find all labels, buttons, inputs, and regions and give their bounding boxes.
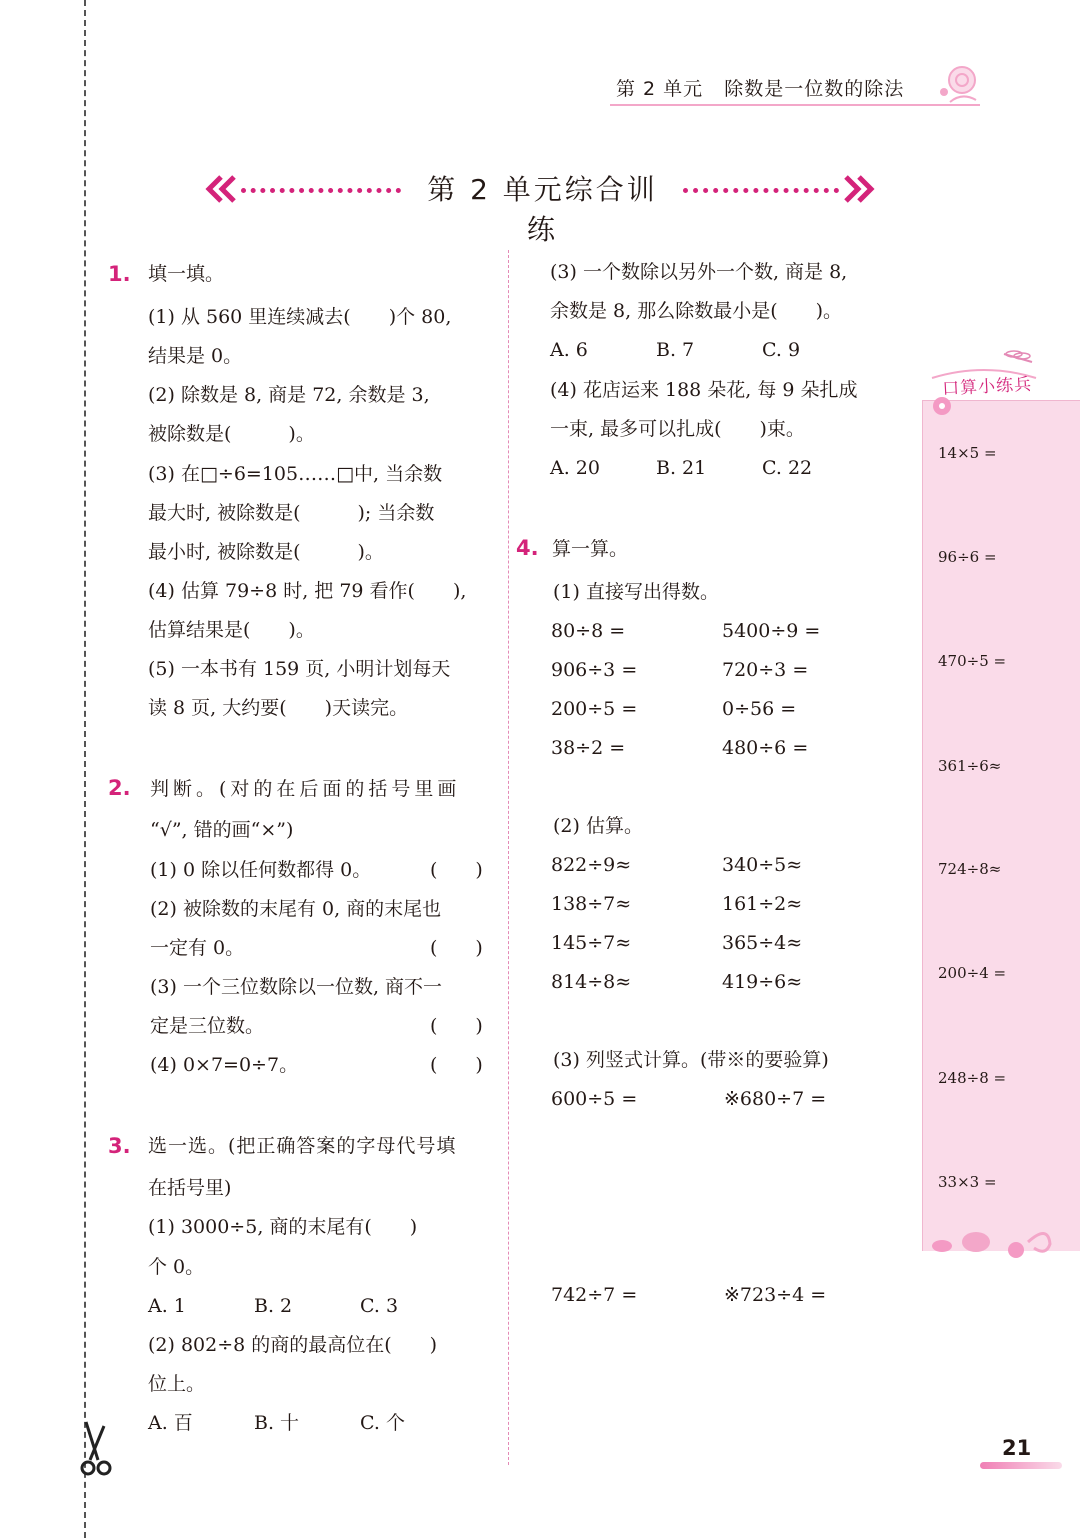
vertical-calc-item: 742÷7 =: [551, 1284, 638, 1306]
q2-item: (1) 0 除以任何数都得 0。: [150, 859, 372, 881]
estimate-item: 365÷4≈: [722, 932, 803, 954]
q1-line: 结果是 0。: [148, 345, 243, 367]
estimate-item: 822÷9≈: [551, 854, 632, 876]
sidebar-item: 248÷8 =: [938, 1069, 1007, 1087]
title-dots-right: [683, 188, 839, 193]
title-dots-left: [241, 188, 401, 193]
q4-subheading-3: (3) 列竖式计算。(带※的要验算): [553, 1049, 829, 1071]
q1-line: 被除数是( )。: [148, 423, 315, 445]
column-divider: [508, 250, 509, 1465]
option-b: B. 2: [254, 1295, 293, 1317]
header-topic: 除数是一位数的除法: [724, 78, 905, 100]
page-title: 第 2 单元综合训练: [427, 173, 658, 246]
sidebar-item: 724÷8≈: [938, 860, 1002, 878]
q3-part-3-cont: 余数是 8, 那么除数最小是( )。: [550, 300, 843, 322]
q1-line: 估算结果是( )。: [148, 619, 315, 641]
estimate-item: 340÷5≈: [722, 854, 803, 876]
option-a: A. 百: [148, 1412, 193, 1434]
calc-item: 480÷6 =: [722, 737, 809, 759]
sidebar-title: 口算小练兵: [941, 374, 1033, 400]
option-c: C. 9: [762, 339, 801, 361]
q3-part-2-cont: 位上。: [148, 1373, 206, 1395]
q3-part-1: (1) 3000÷5, 商的末尾有( ): [148, 1216, 418, 1238]
title-row: [205, 168, 875, 246]
sidebar-item: 14×5 =: [938, 444, 997, 462]
running-header: [616, 74, 904, 101]
option-a: A. 1: [148, 1295, 186, 1317]
mental-math-sidebar: [922, 400, 1080, 1251]
page-number: 21: [1002, 1436, 1032, 1460]
calc-item: 720÷3 =: [722, 659, 809, 681]
option-c: C. 3: [360, 1295, 399, 1317]
answer-bracket: ( ): [430, 1054, 483, 1076]
sidebar-item: 470÷5 =: [938, 652, 1007, 670]
question-3-heading: 选一选。(把正确答案的字母代号填: [148, 1135, 457, 1157]
q3-part-1-cont: 个 0。: [148, 1256, 205, 1278]
header-unit: 第 2 单元: [616, 78, 704, 100]
q1-line: (1) 从 560 里连续减去( )个 80,: [148, 306, 452, 328]
q1-line: 最大时, 被除数是( ); 当余数: [148, 502, 435, 524]
q2-item: (4) 0×7=0÷7。: [150, 1054, 299, 1076]
q2-item: 一定有 0。: [150, 937, 245, 959]
question-3-heading-cont: 在括号里): [148, 1177, 232, 1199]
calc-item: 5400÷9 =: [722, 620, 821, 642]
double-chevron-left-icon: [205, 174, 239, 204]
scissors-icon: [76, 1420, 120, 1480]
answer-bracket: ( ): [430, 937, 483, 959]
estimate-item: 161÷2≈: [722, 893, 803, 915]
answer-bracket: ( ): [430, 859, 483, 881]
q4-subheading-2: (2) 估算。: [553, 815, 643, 837]
sidebar-item: 361÷6≈: [938, 757, 1002, 775]
vertical-calc-item: 600÷5 =: [551, 1088, 638, 1110]
option-b: B. 7: [656, 339, 695, 361]
sidebar-item: 33×3 =: [938, 1173, 997, 1191]
option-b: B. 21: [656, 457, 707, 479]
estimate-item: 814÷8≈: [551, 971, 632, 993]
q1-line: 最小时, 被除数是( )。: [148, 541, 384, 563]
question-1-number: 1.: [108, 262, 131, 286]
question-2-heading: 判断。(对的在后面的括号里画: [150, 778, 461, 800]
option-a: A. 20: [550, 457, 600, 479]
option-c: C. 22: [762, 457, 813, 479]
answer-bracket: ( ): [430, 1015, 483, 1037]
question-4-number: 4.: [516, 536, 539, 560]
header-underline: [610, 104, 980, 106]
sidebar-item: 96÷6 =: [938, 548, 997, 566]
q2-item: 定是三位数。: [150, 1015, 265, 1037]
q1-line: 读 8 页, 大约要( )天读完。: [148, 697, 409, 719]
flower-decoration-icon: [900, 62, 984, 114]
page-number-bar: [980, 1462, 1062, 1469]
calc-item: 80÷8 =: [551, 620, 626, 642]
question-4-heading: 算一算。: [552, 538, 629, 560]
q4-subheading-1: (1) 直接写出得数。: [553, 581, 719, 603]
double-chevron-right-icon: [841, 174, 875, 204]
q3-part-4-cont: 一束, 最多可以扎成( )束。: [550, 418, 805, 440]
option-c: C. 个: [360, 1412, 405, 1434]
q2-item: (3) 一个三位数除以一位数, 商不一: [150, 976, 443, 998]
vertical-calc-item: ※723÷4 =: [724, 1284, 827, 1306]
question-1-heading: 填一填。: [148, 263, 225, 285]
estimate-item: 145÷7≈: [551, 932, 632, 954]
estimate-item: 419÷6≈: [722, 971, 803, 993]
question-2-number: 2.: [108, 776, 131, 800]
question-3-number: 3.: [108, 1134, 131, 1158]
q3-part-3: (3) 一个数除以另外一个数, 商是 8,: [550, 261, 848, 283]
calc-item: 0÷56 =: [722, 698, 797, 720]
estimate-item: 138÷7≈: [551, 893, 632, 915]
q2-item: (2) 被除数的末尾有 0, 商的末尾也: [150, 898, 442, 920]
calc-item: 200÷5 =: [551, 698, 638, 720]
calc-item: 38÷2 =: [551, 737, 626, 759]
question-2-heading-cont: “√”, 错的画“×”): [150, 819, 294, 841]
option-b: B. 十: [254, 1412, 300, 1434]
sidebar-item: 200÷4 =: [938, 964, 1007, 982]
q3-part-4: (4) 花店运来 188 朵花, 每 9 朵扎成: [550, 379, 858, 401]
swirl-decoration-icon: [928, 1222, 1058, 1268]
vertical-calc-item: ※680÷7 =: [724, 1088, 827, 1110]
cut-line: [84, 0, 86, 1538]
calc-item: 906÷3 =: [551, 659, 638, 681]
q3-part-2: (2) 802÷8 的商的最高位在( ): [148, 1334, 438, 1356]
q1-line: (5) 一本书有 159 页, 小明计划每天: [148, 658, 451, 680]
q1-line: (2) 除数是 8, 商是 72, 余数是 3,: [148, 384, 430, 406]
q1-line: (3) 在□÷6=105……□中, 当余数: [148, 463, 443, 485]
q1-line: (4) 估算 79÷8 时, 把 79 看作( ),: [148, 580, 467, 602]
option-a: A. 6: [550, 339, 588, 361]
